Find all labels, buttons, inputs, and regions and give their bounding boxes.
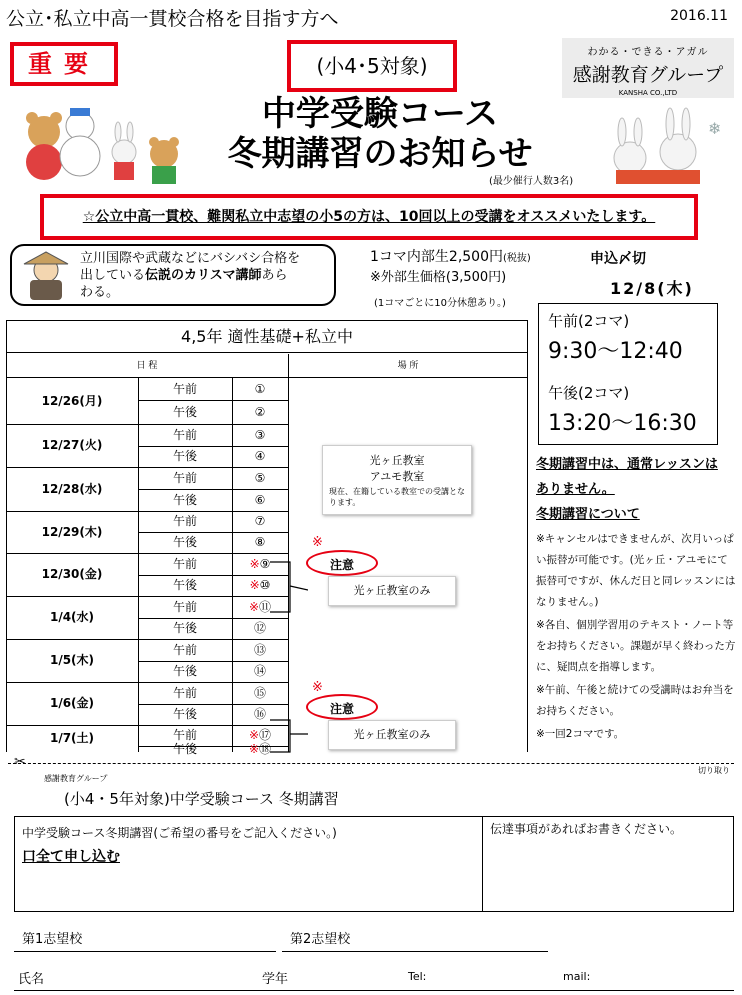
teacher-line2-post: あら <box>261 268 288 283</box>
date: 2016.11 <box>670 8 728 24</box>
second-choice-field[interactable] <box>282 951 548 952</box>
tel-label: Tel: <box>408 970 427 983</box>
course-subtitle: 冬期講習のお知らせ <box>227 134 533 174</box>
schedule-day: 1/7(土) <box>49 731 95 745</box>
slot-label: 午後 <box>172 707 197 721</box>
schedule-title: 4,5年 適性基礎+私立中 <box>6 320 528 353</box>
no-lessons-a: 冬期講習中は、通常レッスンは <box>536 457 718 472</box>
important-badge: 重要 <box>10 42 118 86</box>
external-price: ※外部生価格(3,500円) <box>370 270 507 285</box>
cut-line <box>8 763 734 764</box>
teacher-line1: 立川国際や武蔵などにバシバシ合格を <box>80 251 301 266</box>
form-org: 感謝教育グループ <box>44 774 108 783</box>
slot-label: 午後 <box>172 493 197 507</box>
rabbits-illustration <box>590 104 730 192</box>
tax-note: (税抜) <box>503 253 531 264</box>
slot-label: 午前 <box>172 382 197 396</box>
message-field[interactable]: 伝達事項があればお書きください。 <box>490 822 683 836</box>
break-note: (1コマごとに10分休憩あり。) <box>374 298 506 309</box>
session-number-value: ⑥ <box>254 493 266 507</box>
schedule-day: 12/30(金) <box>41 567 103 581</box>
logo-sub: KANSHA CO.,LTD <box>618 89 678 97</box>
internal-price-value: 1コマ内部生2,500円 <box>370 249 503 265</box>
logo-name: 感謝教育グループ <box>572 64 724 86</box>
session-number-value: ⑰ <box>259 728 272 742</box>
place-col-header: 場 所 <box>288 354 528 378</box>
grade-label: 学年 <box>262 972 289 987</box>
session-number-value: ⑪ <box>259 600 272 614</box>
first-choice-label: 第1志望校 <box>22 932 83 947</box>
slot-label: 午後 <box>172 578 197 592</box>
schedule-day: 1/4(水) <box>49 610 95 624</box>
slot-label: 午前 <box>172 428 197 442</box>
course-title: 中学受験コース <box>261 94 499 134</box>
session-mark: ※ <box>249 557 260 571</box>
notes-list <box>536 529 738 745</box>
session-number <box>232 467 288 489</box>
session-number <box>232 400 288 424</box>
session-number-value: ② <box>254 405 266 419</box>
svg-text:❄: ❄ <box>708 119 722 138</box>
slot-label: 午前 <box>172 557 197 571</box>
note-item: ※午前、午後と続けての受講時はお弁当をお持ちください。 <box>536 684 734 717</box>
about-heading: 冬期講習について <box>536 507 640 522</box>
schedule-day: 1/5(木) <box>49 653 95 667</box>
teacher-line2 <box>80 267 332 284</box>
first-choice-field[interactable] <box>14 951 276 952</box>
pm-label: 午後(2コマ) <box>548 384 630 402</box>
recommendation-banner: ☆公立中高一貫校、難関私立中志望の小5の方は、10回以上の受講をオススメいたします。 <box>40 194 698 240</box>
pm-time: 13:20〜16:30 <box>548 411 697 436</box>
target-grade-box: (小4･5対象) <box>287 40 457 92</box>
bracket-lines <box>268 556 308 756</box>
session-number-value: ⑱ <box>259 742 272 756</box>
schedule-day: 1/6(金) <box>49 696 95 710</box>
venue-ayumo: アユモ教室 <box>369 470 425 483</box>
company-logo <box>562 38 734 98</box>
session-number <box>232 424 288 446</box>
caution-badge-2: 注意 <box>306 694 378 720</box>
session-number-value: ④ <box>254 449 266 463</box>
slot-label: 午前 <box>172 471 197 485</box>
caution-badge-1: 注意 <box>306 550 378 576</box>
deadline-label: 申込〆切 <box>590 251 646 267</box>
session-mark: ※ <box>248 728 260 742</box>
session-number-value: ⑫ <box>253 621 266 635</box>
no-lessons-note <box>536 452 738 502</box>
caution-mark-2: ※ <box>312 680 323 695</box>
session-number <box>232 532 288 553</box>
slot-label: 午後 <box>172 621 197 635</box>
session-number-value: ① <box>254 382 266 396</box>
venue-box <box>322 445 472 515</box>
session-number-value: ⑯ <box>253 707 266 721</box>
teacher-line2-bold: 伝説のカリスマ講師 <box>145 268 262 283</box>
session-number-value: ⑨ <box>259 557 271 571</box>
hikarigaoka-only-box-2: 光ヶ丘教室のみ <box>328 720 456 750</box>
schedule-day: 12/28(水) <box>41 482 103 496</box>
slot-label: 午前 <box>172 514 197 528</box>
session-number <box>232 511 288 532</box>
note-item: ※一回2コマです。 <box>536 728 625 740</box>
schedule-day: 12/29(木) <box>41 525 103 539</box>
teacher-description <box>80 250 332 301</box>
no-lessons-b: ありません。 <box>536 482 615 497</box>
slot-label: 午前 <box>172 728 197 742</box>
session-number-value: ⑬ <box>253 643 266 657</box>
slot-label: 午後 <box>172 535 197 549</box>
am-label: 午前(2コマ) <box>548 312 630 330</box>
slot-label: 午後 <box>172 664 197 678</box>
session-number-value: ⑩ <box>259 578 271 592</box>
note-item: ※キャンセルはできませんが、次月いっぱい振替が可能です。(光ヶ丘・アユモにて振替可ですが、休んだ日と同レッスンにはなりません。) <box>536 533 736 608</box>
session-number-value: ⑧ <box>254 535 266 549</box>
page-tagline: 公立･私立中高一貫校合格を目指す方へ <box>6 8 339 30</box>
bears-snowman-illustration <box>14 92 184 192</box>
second-choice-label: 第2志望校 <box>290 932 351 947</box>
teacher-line2-pre: 出している <box>80 268 146 283</box>
session-number <box>232 378 288 400</box>
session-number-value: ⑮ <box>253 686 266 700</box>
slot-label: 午後 <box>172 405 197 419</box>
min-participants-note: (最少催行人数3名) <box>489 176 574 187</box>
session-number <box>232 446 288 467</box>
scissors-icon: ✂ <box>14 754 26 770</box>
note-item: ※各自、個別学習用のテキスト・ノート等をお持ちください。課題が早く終わった方に、疑問点を指導します。 <box>536 619 736 673</box>
caution-mark-1: ※ <box>312 535 323 550</box>
form-title: (小4・5年対象)中学受験コース 冬期講習 <box>64 790 339 808</box>
session-number <box>232 489 288 511</box>
apply-all-checkbox[interactable]: 口全て申し込む <box>22 849 120 865</box>
slot-label: 午前 <box>172 600 197 614</box>
venue-hikarigaoka: 光ヶ丘教室 <box>369 454 425 467</box>
session-mark: ※ <box>249 578 260 592</box>
contact-field-line[interactable] <box>14 990 734 991</box>
slot-label: 午前 <box>172 686 197 700</box>
mail-label: mail: <box>563 970 591 983</box>
slot-label: 午後 <box>172 742 197 756</box>
hikarigaoka-only-box-1: 光ヶ丘教室のみ <box>328 576 456 606</box>
session-mark: ※ <box>248 600 260 614</box>
session-mark: ※ <box>248 742 260 756</box>
schedule-col-header: 日 程 <box>6 354 288 378</box>
session-number-value: ⑭ <box>253 664 266 678</box>
session-number-value: ⑤ <box>254 471 266 485</box>
form-instruction: 中学受験コース冬期講習(ご希望の番号をご記入ください。) <box>22 826 337 840</box>
deadline-date: 12/8(木) <box>610 279 694 298</box>
slot-label: 午前 <box>172 643 197 657</box>
schedule-day: 12/27(火) <box>41 438 103 452</box>
cut-label: 切り取り <box>698 766 730 775</box>
schedule-day: 12/26(月) <box>41 394 103 408</box>
notes-section <box>536 452 738 747</box>
name-label: 氏名 <box>18 972 45 987</box>
slot-label: 午後 <box>172 449 197 463</box>
venue-note: 現在、在籍している教室での受講となります。 <box>329 487 465 507</box>
internal-price <box>370 246 531 266</box>
form-divider <box>482 816 483 912</box>
session-number-value: ③ <box>254 428 266 442</box>
teacher-line3: わる。 <box>80 285 120 300</box>
logo-tagline: わかる・できる・アガル <box>587 47 709 58</box>
am-time: 9:30〜12:40 <box>548 339 683 364</box>
session-number-value: ⑦ <box>254 514 266 528</box>
